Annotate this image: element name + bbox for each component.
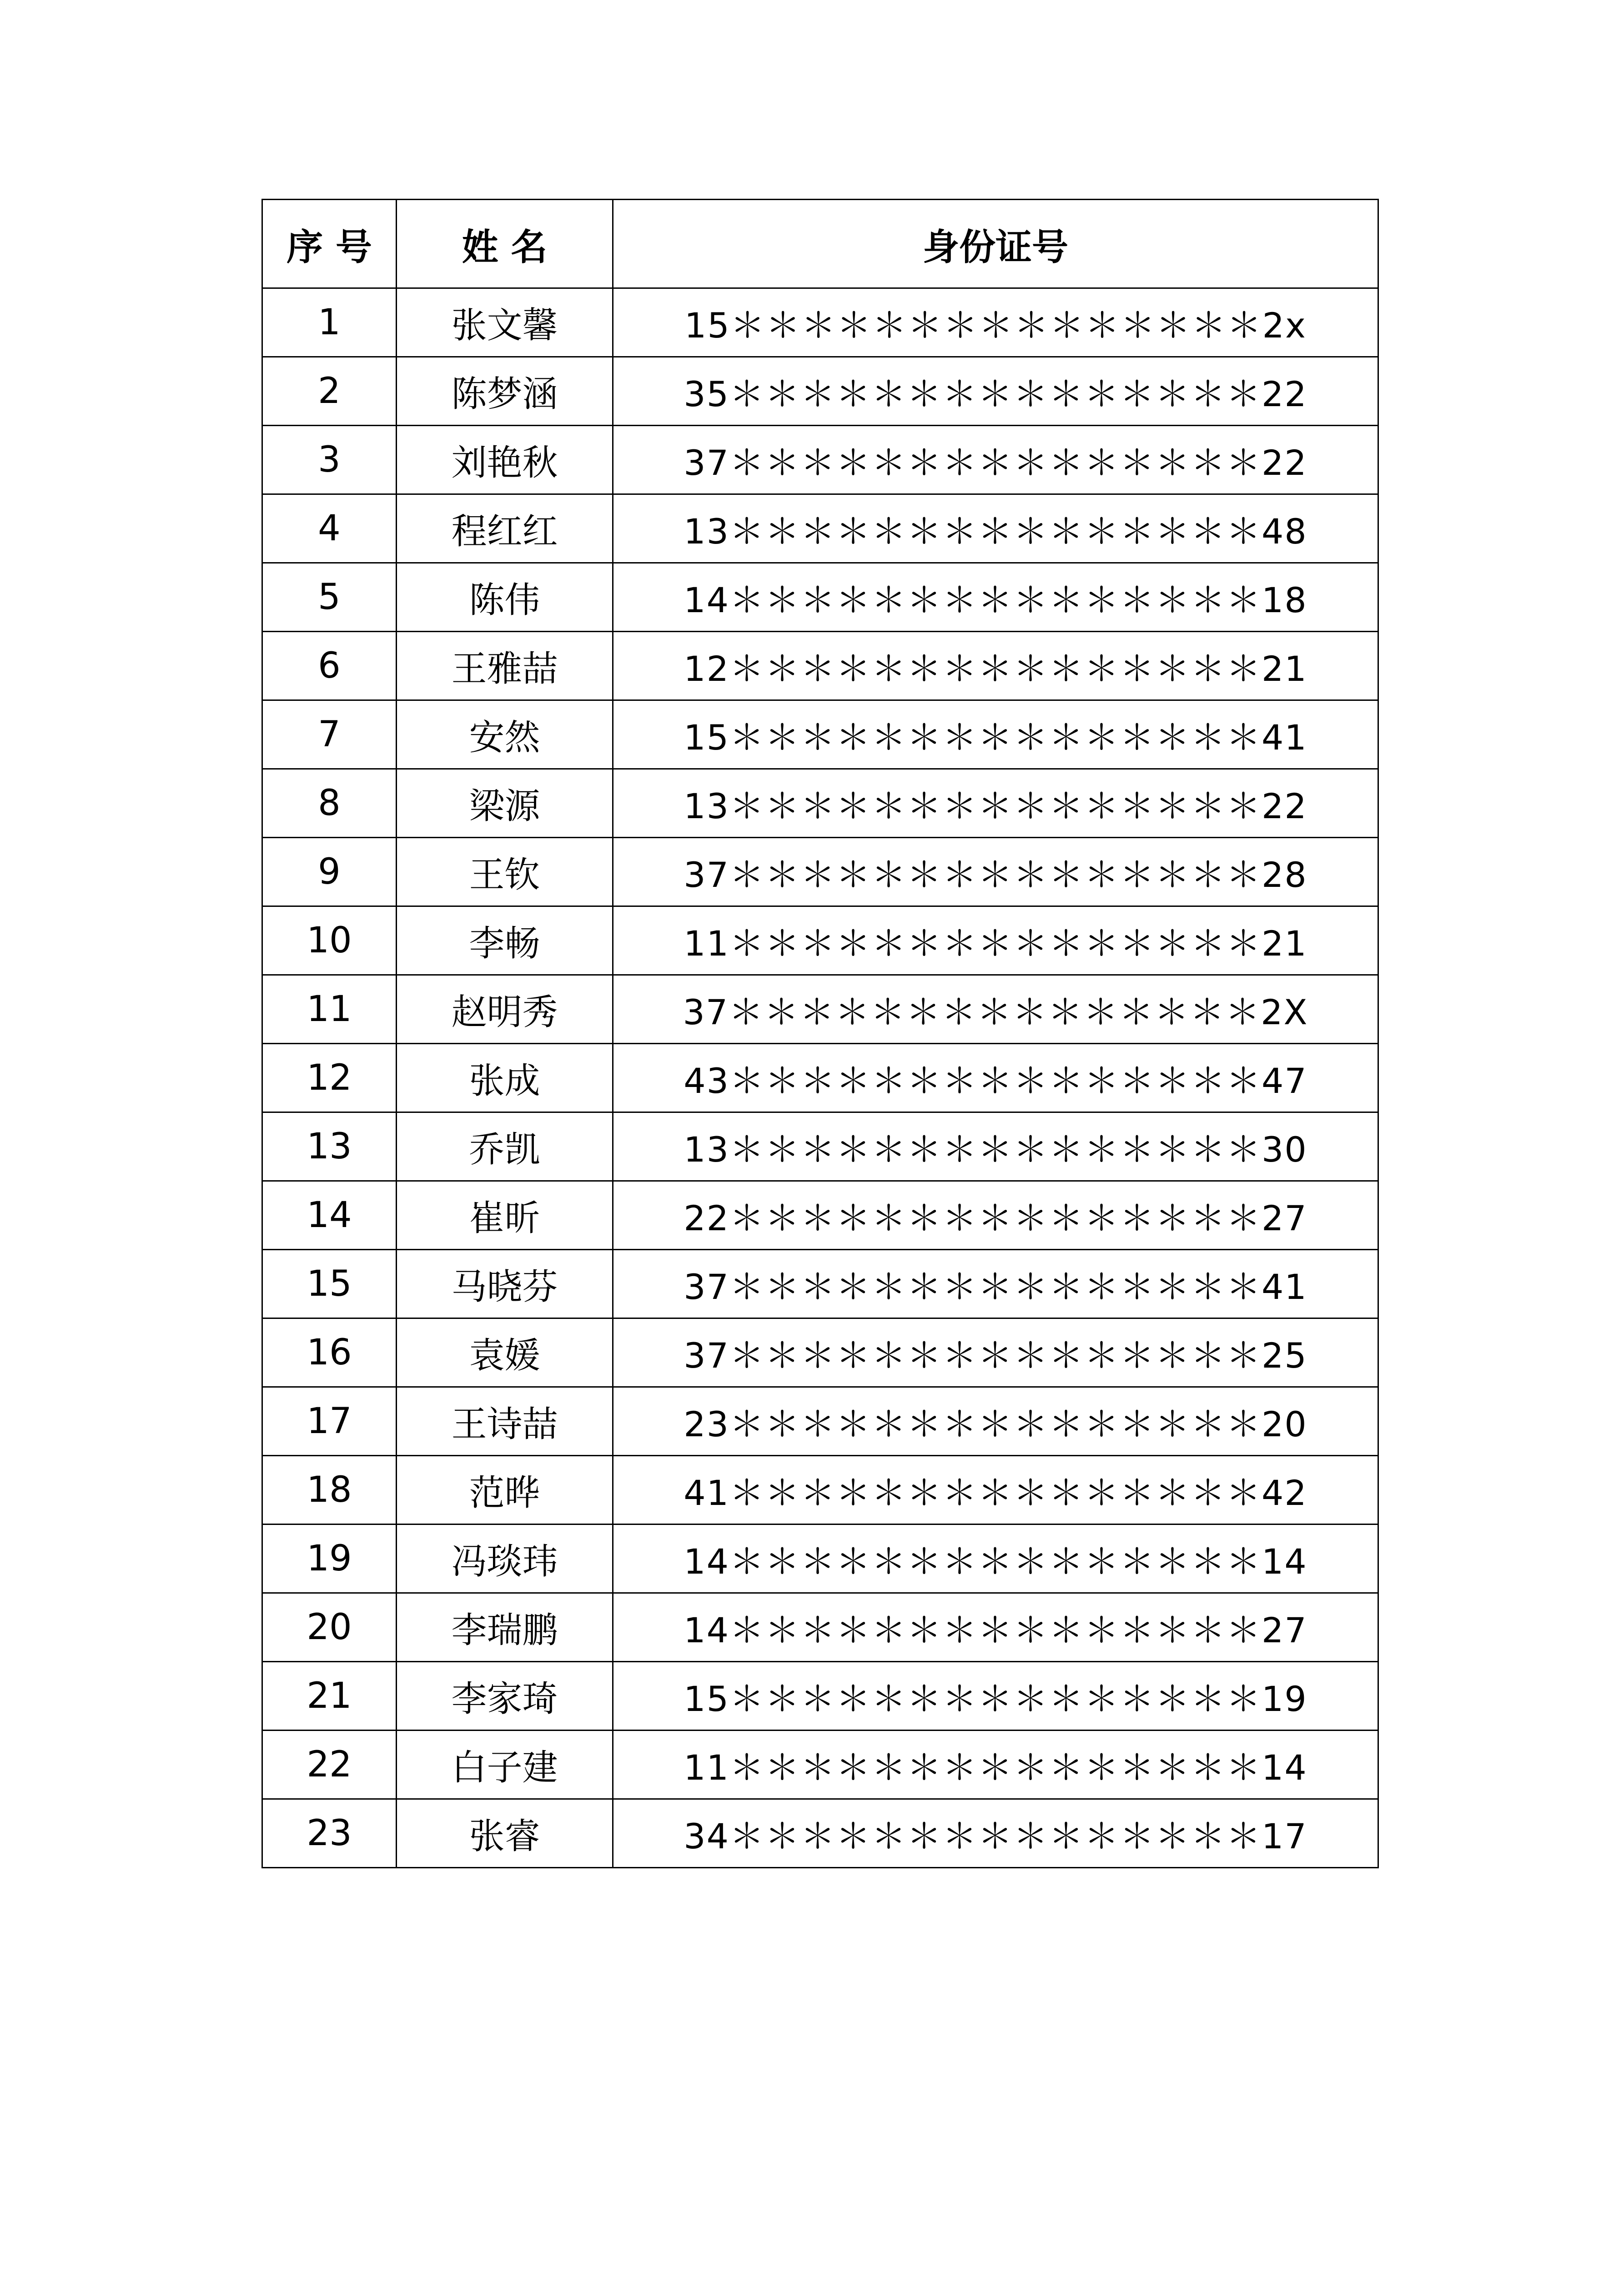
id-number-cell: 13＊＊＊＊＊＊＊＊＊＊＊＊＊＊＊30: [613, 1112, 1378, 1181]
id-number-cell: 23＊＊＊＊＊＊＊＊＊＊＊＊＊＊＊20: [613, 1387, 1378, 1456]
seq-cell: 5: [262, 563, 397, 632]
table-row: [262, 1250, 1378, 1318]
id-number-cell: 13＊＊＊＊＊＊＊＊＊＊＊＊＊＊＊22: [613, 769, 1378, 838]
table-row: [262, 632, 1378, 700]
table-row: [262, 494, 1378, 563]
seq-cell: 15: [262, 1250, 397, 1318]
table-row: [262, 1044, 1378, 1112]
table-row: [262, 1456, 1378, 1524]
name-cell: 冯琰玮: [397, 1524, 613, 1593]
name-cell: 白子建: [397, 1731, 613, 1799]
table-row: [262, 1318, 1378, 1387]
table-row: [262, 1524, 1378, 1593]
seq-cell: 11: [262, 975, 397, 1044]
id-number-cell: 15＊＊＊＊＊＊＊＊＊＊＊＊＊＊＊2x: [613, 288, 1378, 357]
id-number-cell: 37＊＊＊＊＊＊＊＊＊＊＊＊＊＊＊2X: [613, 975, 1378, 1044]
seq-cell: 21: [262, 1662, 397, 1731]
name-cell: 张睿: [397, 1799, 613, 1868]
table-row: [262, 906, 1378, 975]
seq-cell: 20: [262, 1593, 397, 1662]
id-number-cell: 12＊＊＊＊＊＊＊＊＊＊＊＊＊＊＊21: [613, 632, 1378, 700]
seq-cell: 7: [262, 700, 397, 769]
name-cell: 马晓芬: [397, 1250, 613, 1318]
seq-cell: 9: [262, 838, 397, 906]
table-row: [262, 1112, 1378, 1181]
table-row: [262, 1662, 1378, 1731]
name-cell: 安然: [397, 700, 613, 769]
id-number-cell: 11＊＊＊＊＊＊＊＊＊＊＊＊＊＊＊14: [613, 1731, 1378, 1799]
name-cell: 李家琦: [397, 1662, 613, 1731]
id-number-cell: 22＊＊＊＊＊＊＊＊＊＊＊＊＊＊＊27: [613, 1181, 1378, 1250]
table-row: [262, 1593, 1378, 1662]
id-number-cell: 15＊＊＊＊＊＊＊＊＊＊＊＊＊＊＊19: [613, 1662, 1378, 1731]
name-cell: 张成: [397, 1044, 613, 1112]
seq-cell: 12: [262, 1044, 397, 1112]
table-row: [262, 700, 1378, 769]
header-name: 姓 名: [397, 200, 613, 288]
id-number-cell: 13＊＊＊＊＊＊＊＊＊＊＊＊＊＊＊48: [613, 494, 1378, 563]
header-seq: 序 号: [262, 200, 397, 288]
seq-cell: 16: [262, 1318, 397, 1387]
seq-cell: 6: [262, 632, 397, 700]
name-cell: 刘艳秋: [397, 426, 613, 494]
table-row: [262, 769, 1378, 838]
id-number-cell: 43＊＊＊＊＊＊＊＊＊＊＊＊＊＊＊47: [613, 1044, 1378, 1112]
seq-cell: 14: [262, 1181, 397, 1250]
name-cell: 崔昕: [397, 1181, 613, 1250]
table-row: [262, 426, 1378, 494]
header-id-number: 身份证号: [613, 200, 1378, 288]
table-row: [262, 1731, 1378, 1799]
id-number-cell: 37＊＊＊＊＊＊＊＊＊＊＊＊＊＊＊25: [613, 1318, 1378, 1387]
id-number-cell: 15＊＊＊＊＊＊＊＊＊＊＊＊＊＊＊41: [613, 700, 1378, 769]
id-number-cell: 14＊＊＊＊＊＊＊＊＊＊＊＊＊＊＊27: [613, 1593, 1378, 1662]
header-row: [262, 200, 1378, 288]
seq-cell: 4: [262, 494, 397, 563]
seq-cell: 13: [262, 1112, 397, 1181]
name-cell: 王钦: [397, 838, 613, 906]
name-cell: 范晔: [397, 1456, 613, 1524]
seq-cell: 18: [262, 1456, 397, 1524]
id-number-cell: 37＊＊＊＊＊＊＊＊＊＊＊＊＊＊＊41: [613, 1250, 1378, 1318]
table-header: [262, 200, 1378, 288]
seq-cell: 23: [262, 1799, 397, 1868]
seq-cell: 8: [262, 769, 397, 838]
seq-cell: 3: [262, 426, 397, 494]
id-number-cell: 35＊＊＊＊＊＊＊＊＊＊＊＊＊＊＊22: [613, 357, 1378, 426]
name-cell: 陈梦涵: [397, 357, 613, 426]
table-row: [262, 1181, 1378, 1250]
name-cell: 张文馨: [397, 288, 613, 357]
name-cell: 梁源: [397, 769, 613, 838]
id-number-cell: 37＊＊＊＊＊＊＊＊＊＊＊＊＊＊＊22: [613, 426, 1378, 494]
table-row: [262, 975, 1378, 1044]
table-row: [262, 1799, 1378, 1868]
seq-cell: 22: [262, 1731, 397, 1799]
id-number-cell: 14＊＊＊＊＊＊＊＊＊＊＊＊＊＊＊18: [613, 563, 1378, 632]
name-cell: 王雅喆: [397, 632, 613, 700]
id-number-cell: 11＊＊＊＊＊＊＊＊＊＊＊＊＊＊＊21: [613, 906, 1378, 975]
name-cell: 乔凯: [397, 1112, 613, 1181]
table-row: [262, 1387, 1378, 1456]
seq-cell: 2: [262, 357, 397, 426]
name-cell: 袁媛: [397, 1318, 613, 1387]
seq-cell: 17: [262, 1387, 397, 1456]
table-row: [262, 288, 1378, 357]
id-number-cell: 37＊＊＊＊＊＊＊＊＊＊＊＊＊＊＊28: [613, 838, 1378, 906]
name-cell: 陈伟: [397, 563, 613, 632]
roster-table: [261, 199, 1379, 1868]
name-cell: 李畅: [397, 906, 613, 975]
id-number-cell: 34＊＊＊＊＊＊＊＊＊＊＊＊＊＊＊17: [613, 1799, 1378, 1868]
name-cell: 赵明秀: [397, 975, 613, 1044]
seq-cell: 19: [262, 1524, 397, 1593]
name-cell: 王诗喆: [397, 1387, 613, 1456]
id-number-cell: 41＊＊＊＊＊＊＊＊＊＊＊＊＊＊＊42: [613, 1456, 1378, 1524]
name-cell: 程红红: [397, 494, 613, 563]
id-number-cell: 14＊＊＊＊＊＊＊＊＊＊＊＊＊＊＊14: [613, 1524, 1378, 1593]
seq-cell: 1: [262, 288, 397, 357]
table-row: [262, 563, 1378, 632]
seq-cell: 10: [262, 906, 397, 975]
table-row: [262, 357, 1378, 426]
table-body: [262, 288, 1378, 1868]
name-cell: 李瑞鹏: [397, 1593, 613, 1662]
table-row: [262, 838, 1378, 906]
